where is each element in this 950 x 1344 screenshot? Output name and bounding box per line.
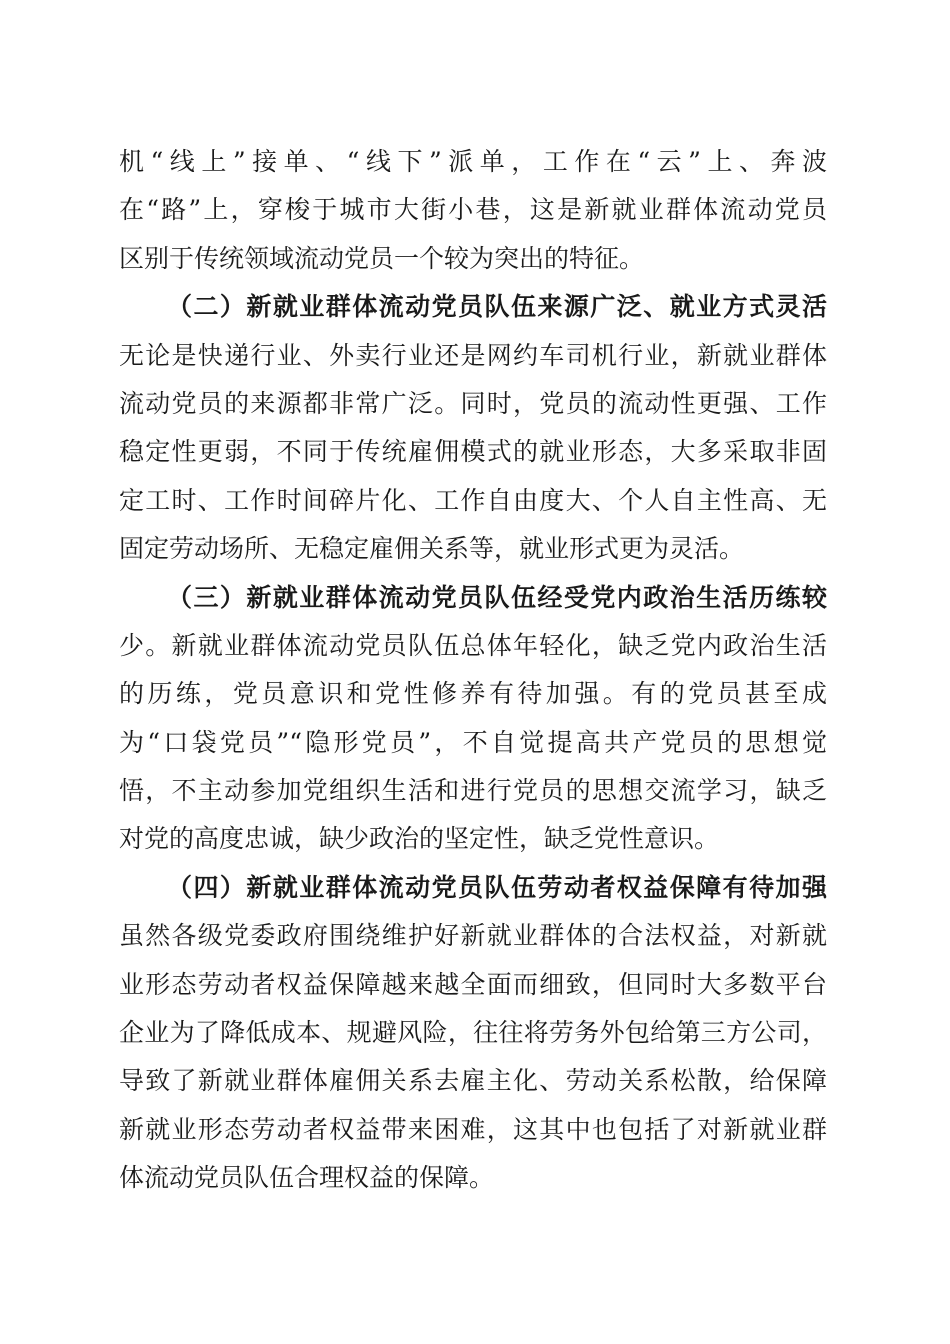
section-heading-line: （四）新就业群体流动党员队伍劳动者权益保障有待加强 xyxy=(167,872,827,902)
paragraph-line: 的历练，党员意识和党性修养有待加强。有的党员甚至成 xyxy=(119,679,827,709)
paragraph-line: 机“线上”接单、“线下”派单，工作在“云”上、奔波 xyxy=(119,147,827,176)
section-heading-line: （二）新就业群体流动党员队伍来源广泛、就业方式灵活 xyxy=(167,292,827,322)
paragraph-line: 为“口袋党员”“隐形党员”，不自觉提高共产党员的思想觉 xyxy=(119,727,827,757)
section-heading-line: （三）新就业群体流动党员队伍经受党内政治生活历练较 xyxy=(167,582,827,612)
paragraph-line: 新就业形态劳动者权益带来困难，这其中也包括了对新就业群 xyxy=(119,1114,827,1144)
paragraph-line: 区别于传统领域流动党员一个较为突出的特征。 xyxy=(119,243,645,273)
paragraph-line: 无论是快递行业、外卖行业还是网约车司机行业，新就业群体 xyxy=(119,340,827,370)
paragraph-line: 悟，不主动参加党组织生活和进行党员的思想交流学习，缺乏 xyxy=(119,776,827,806)
paragraph-line: 导致了新就业群体雇佣关系去雇主化、劳动关系松散，给保障 xyxy=(119,1066,827,1096)
paragraph-line: 定工时、工作时间碎片化、工作自由度大、个人自主性高、无 xyxy=(119,485,827,515)
paragraph-line: 企业为了降低成本、规避风险，往往将劳务外包给第三方公司， xyxy=(119,1018,827,1048)
paragraph-line: 对党的高度忠诚，缺少政治的坚定性，缺乏党性意识。 xyxy=(119,824,720,854)
paragraph-line: 流动党员的来源都非常广泛。同时，党员的流动性更强、工作 xyxy=(119,388,827,418)
paragraph-line: 体流动党员队伍合理权益的保障。 xyxy=(119,1163,495,1193)
paragraph-line: 业形态劳动者权益保障越来越全面而细致，但同时大多数平台 xyxy=(119,969,827,999)
paragraph-line: 在“路”上，穿梭于城市大街小巷，这是新就业群体流动党员 xyxy=(119,195,827,225)
paragraph-line: 少。新就业群体流动党员队伍总体年轻化，缺乏党内政治生活 xyxy=(119,630,827,660)
paragraph-line: 固定劳动场所、无稳定雇佣关系等，就业形式更为灵活。 xyxy=(119,534,745,564)
paragraph-line: 稳定性更弱，不同于传统雇佣模式的就业形态，大多采取非固 xyxy=(119,437,827,467)
document-body xyxy=(119,138,827,1203)
paragraph-line: 虽然各级党委政府围绕维护好新就业群体的合法权益，对新就 xyxy=(119,921,827,951)
